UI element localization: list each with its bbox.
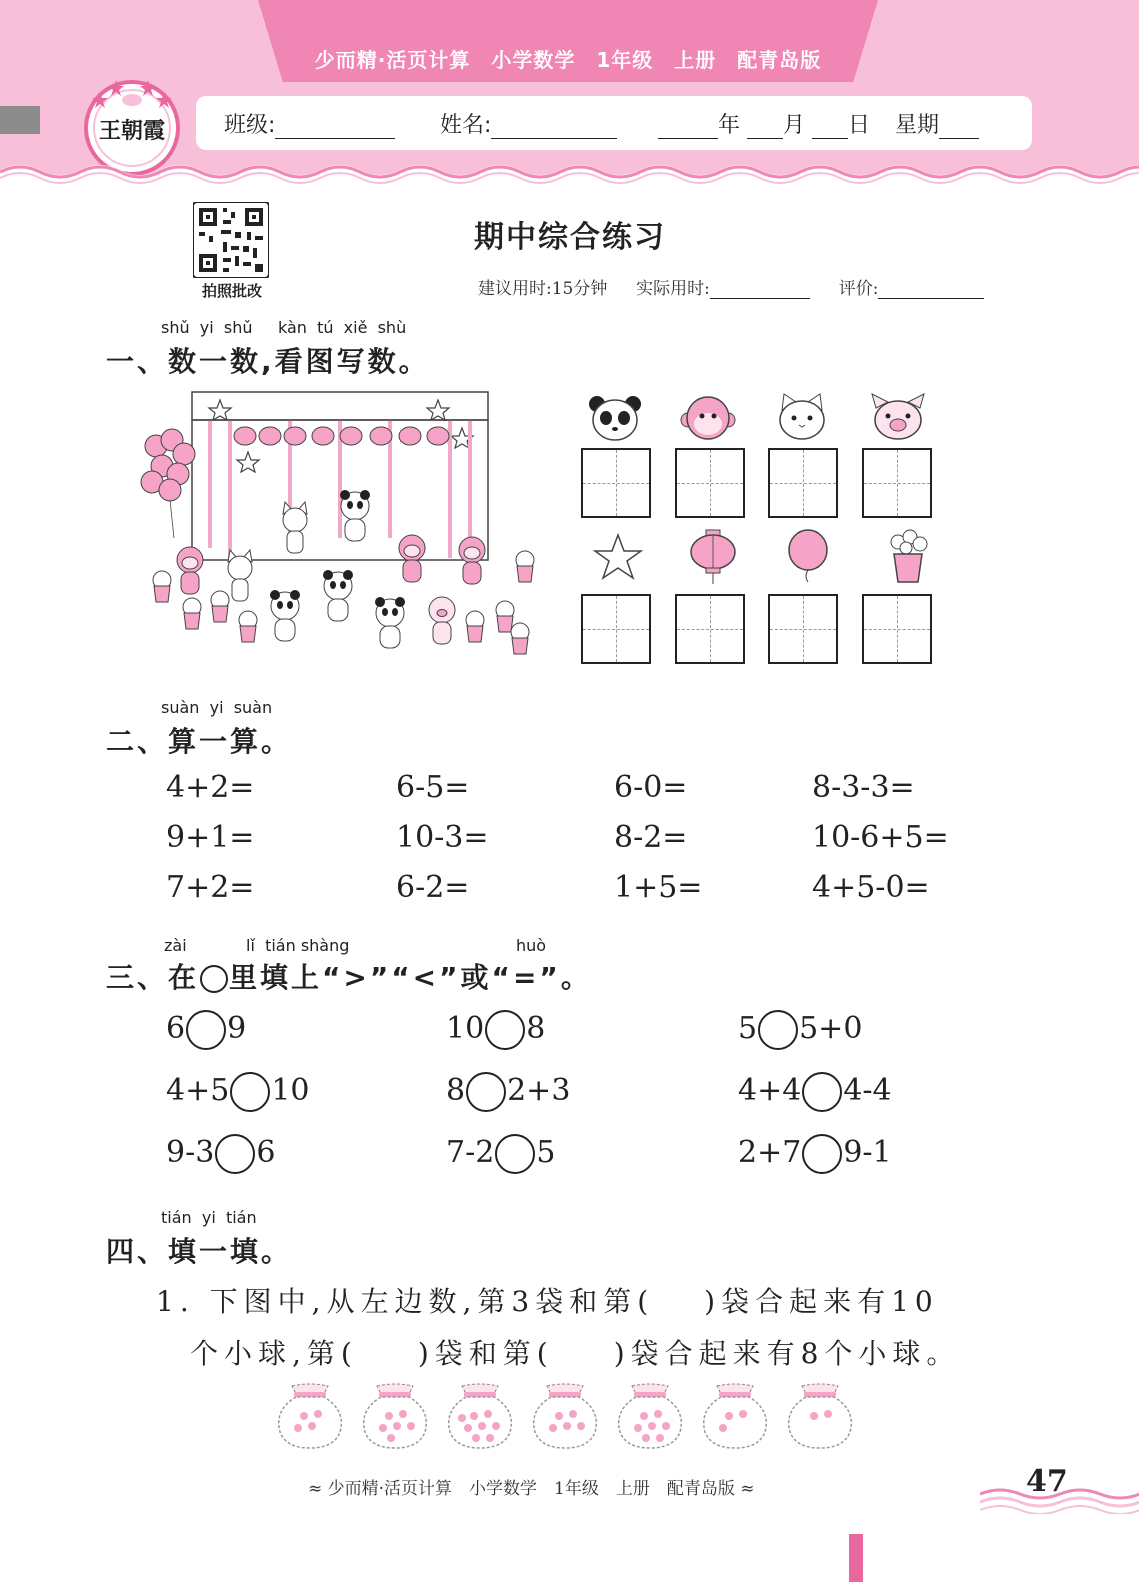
section-4-title: 四、填一填。 [106,1235,293,1268]
page-edge-mark [849,1534,863,1582]
panda-icon [587,392,643,444]
calc-item: 8-3-3= [812,770,915,805]
calc-item: 1+5= [614,870,703,905]
compare-circle[interactable] [485,1010,525,1050]
compare-item: 4+5 10 [166,1072,310,1112]
calc-item: 10-6+5= [812,820,949,855]
class-blank[interactable] [275,116,395,139]
compare-circle[interactable] [186,1010,226,1050]
month-label: 月 [783,113,806,138]
ball [719,1424,727,1432]
day-blank[interactable] [812,116,848,139]
ball [569,1410,577,1418]
year-label: 年 [718,113,741,138]
ball-bag [534,1384,597,1448]
stage-pig [429,597,455,644]
answer-box-monkey[interactable] [675,448,745,518]
s3-pinyin-1: zài [164,936,187,955]
qr-label: 拍照批改 [201,282,262,300]
ball [472,1434,480,1442]
ball-bag [279,1384,342,1448]
ball [464,1424,472,1432]
cat-icon [774,392,830,444]
ball [642,1434,650,1442]
answer-box-lantern[interactable] [675,594,745,664]
header-wave [0,160,1139,190]
ball [648,1422,656,1430]
ball-bag [449,1384,512,1448]
ball [300,1412,308,1420]
qr-code[interactable] [193,202,269,278]
compare-circle[interactable] [466,1072,506,1112]
ball [379,1424,387,1432]
answer-box-balloon[interactable] [768,594,838,664]
ball [308,1422,316,1430]
evaluation-blank[interactable] [878,280,984,299]
section-1-title: 一、数一数,看图写数。 [106,345,430,378]
ball [484,1410,492,1418]
ball-bag [704,1384,767,1448]
section-2-title: 二、算一算。 [106,725,293,758]
balloon-icon [786,528,830,586]
fill-question-line-2: 个小球,第( )袋和第( )袋合起来有8个小球。 [190,1337,961,1370]
compare-item: 7-2 5 [446,1134,555,1174]
pig-icon [868,392,928,444]
time-line [478,274,984,299]
ball [810,1412,818,1420]
ball [492,1422,500,1430]
ball [549,1424,557,1432]
ball [563,1422,571,1430]
calc-item: 4+5-0= [812,870,930,905]
name-blank[interactable] [491,116,617,139]
ball [470,1412,478,1420]
ball [393,1422,401,1430]
answer-box-cat[interactable] [768,448,838,518]
ball [662,1422,670,1430]
compare-item: 8 2+3 [446,1072,570,1112]
page-title: 期中综合练习 [474,220,666,255]
answer-box-pig[interactable] [862,448,932,518]
class-label: 班级: [224,113,276,138]
ball [314,1410,322,1418]
month-blank[interactable] [747,116,783,139]
actual-time-label: 实际用时: [636,279,710,299]
ball [577,1422,585,1430]
ball [640,1412,648,1420]
compare-item: 9-3 6 [166,1134,275,1174]
page-number: 47 [1026,1464,1068,1499]
weekday-label: 星期 [895,113,940,138]
year-blank[interactable] [658,116,718,139]
ball-bag [619,1384,682,1448]
date-field [658,108,979,139]
compare-circle[interactable] [495,1134,535,1174]
calc-item: 8-2= [614,820,688,855]
compare-circle[interactable] [802,1134,842,1174]
ball [486,1434,494,1442]
day-label: 日 [848,113,871,138]
calc-item: 6-0= [614,770,688,805]
ball [294,1424,302,1432]
ball [458,1414,466,1422]
ball [555,1412,563,1420]
ball [407,1422,415,1430]
answer-box-star[interactable] [581,594,651,664]
compare-item: 6 9 [166,1010,246,1050]
actual-time-blank[interactable] [710,280,810,299]
compare-item: 10 8 [446,1010,545,1050]
evaluation-label: 评价: [838,279,879,299]
flower-pot-icon [882,528,934,584]
circle-symbol [200,965,228,993]
compare-circle[interactable] [230,1072,270,1112]
ball [654,1410,662,1418]
answer-box-panda[interactable] [581,448,651,518]
logo-text: 王朝霞 [98,118,166,144]
class-field [224,108,395,139]
ball [478,1422,486,1430]
s4-pinyin: tián yi tián [161,1208,257,1227]
name-label: 姓名: [440,113,492,138]
compare-item: 5 5+0 [738,1010,862,1050]
ball [385,1412,393,1420]
compare-item: 4+4 4-4 [738,1072,892,1112]
calc-item: 7+2= [166,870,255,905]
calc-item: 9+1= [166,820,255,855]
s1-pinyin: shǔ yi shǔ kàn tú xiě shù [161,318,407,337]
stage-illustration [140,388,540,673]
s2-pinyin: suàn yi suàn [161,698,273,717]
lantern-icon [688,528,738,586]
compare-circle[interactable] [758,1010,798,1050]
calc-item: 6-5= [396,770,470,805]
ball [739,1410,747,1418]
ball [725,1412,733,1420]
compare-circle[interactable] [215,1134,255,1174]
name-field [440,108,617,139]
ball [387,1434,395,1442]
ball-bags [270,1380,870,1452]
suggested-time: 建议用时:15分钟 [478,279,608,299]
ball [399,1410,407,1418]
weekday-blank[interactable] [939,116,979,139]
section-3-title: 三、在 里填上“>”“<”或“=”。 [106,961,592,994]
s3-pinyin-2: lǐ tián shàng [246,936,350,955]
ball [824,1410,832,1418]
ball-bag [364,1384,427,1448]
answer-box-flower-pot[interactable] [862,594,932,664]
ball-bag [789,1384,852,1448]
series-title: 少而精·活页计算 小学数学 1年级 上册 配青岛版 [314,48,822,72]
calc-item: 6-2= [396,870,470,905]
fill-question-line-1: 1. 下图中,从左边数,第3袋和第( )袋合起来有10 [156,1285,939,1318]
calc-item: 4+2= [166,770,255,805]
page-edge-tab [0,106,40,134]
monkey-icon [680,392,736,444]
ball [634,1424,642,1432]
star-icon [593,532,643,582]
footer-text: ≈ 少而精·活页计算 小学数学 1年级 上册 配青岛版 ≈ [308,1479,755,1499]
stage-cats [228,502,307,601]
compare-circle[interactable] [802,1072,842,1112]
compare-item: 2+7 9-1 [738,1134,892,1174]
calc-item: 10-3= [396,820,489,855]
ball [656,1434,664,1442]
s3-pinyin-3: huò [516,936,547,955]
